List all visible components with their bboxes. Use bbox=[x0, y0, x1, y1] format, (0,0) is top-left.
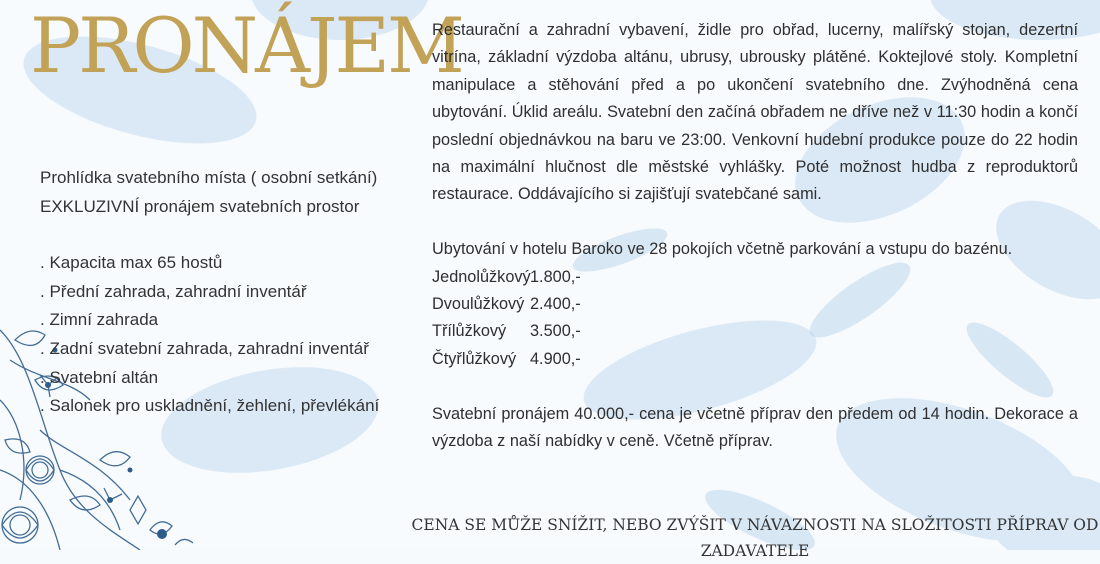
room-type: Dvoulůžkový bbox=[432, 295, 525, 314]
list-item: . Zimní zahrada bbox=[40, 310, 159, 330]
intro-line: EXKLUZIVNÍ pronájem svatebních prostor bbox=[40, 196, 360, 216]
list-item: . Svatební altán bbox=[40, 367, 159, 387]
room-price: 1.800,- bbox=[530, 267, 581, 286]
details-column bbox=[432, 17, 1078, 455]
amenities-list bbox=[40, 249, 420, 421]
room-type: Čtyřlůžkový bbox=[432, 349, 517, 368]
price-notice: CENA SE MŮŽE SNÍŽIT, NEBO ZVÝŠIT V NÁVAZNOSTI NA SLOŽITOSTI PŘÍPRAV OD ZADAVATELE bbox=[411, 516, 1099, 560]
description-paragraph: Restaurační a zahradní vybavení, židle pro obřad, lucerny, malířský stojan, dezertní vitrína, základní výzdoba altánu, ubrusy, ubrousky plátěné. Koktejlové stoly. Kompletní manipulace a stěhování před a po ukončení svatebního dne. Zvýhodněná cena ubytování. Úklid areálu. Svatební den začíná obřadem ne dříve než v 11:30 hodin a končí poslední objednávkou na baru ve 23:00. Venkovní hudební produkce pouze do 22 hodin na maximální hlučnost dle městské vyhlášky. Poté možnost hudba z reproduktorů restaurace. Oddávajícího si zajišťují svatebčané sami. bbox=[432, 21, 1078, 204]
list-item: . Salonek pro uskladnění, žehlení, převlékání bbox=[40, 396, 380, 416]
room-type: Třílůžkový bbox=[432, 322, 507, 341]
spacer bbox=[432, 209, 1078, 236]
price-row bbox=[432, 318, 1078, 345]
room-type: Jednolůžkový bbox=[432, 267, 531, 286]
intro-line: Prohlídka svatebního místa ( osobní setkání) bbox=[40, 168, 378, 187]
price-row bbox=[432, 291, 1078, 318]
room-price: 3.500,- bbox=[530, 322, 581, 341]
price-list bbox=[432, 264, 1078, 374]
page-title: PRONÁJEM bbox=[30, 1, 462, 90]
rental-paragraph: Svatební pronájem 40.000,- cena je včetně příprav den předem od 14 hodin. Dekorace a výzdoba z naší nabídky v ceně. Včetně příprav. bbox=[432, 404, 1078, 451]
price-row bbox=[432, 264, 1078, 291]
venue-summary bbox=[40, 164, 420, 421]
accommodation-intro: Ubytování v hotelu Baroko ve 28 pokojích včetně parkování a vstupu do bazénu. bbox=[432, 240, 1013, 259]
room-price: 2.400,- bbox=[530, 295, 581, 314]
list-item: . Kapacita max 65 hostů bbox=[40, 253, 223, 273]
room-price: 4.900,- bbox=[530, 349, 581, 368]
spacer bbox=[432, 373, 1078, 400]
spacer bbox=[40, 221, 420, 249]
list-item: . Přední zahrada, zahradní inventář bbox=[40, 281, 307, 301]
price-row bbox=[432, 346, 1078, 373]
list-item: . Zadní svatební zahrada, zahradní inventář bbox=[40, 338, 369, 358]
